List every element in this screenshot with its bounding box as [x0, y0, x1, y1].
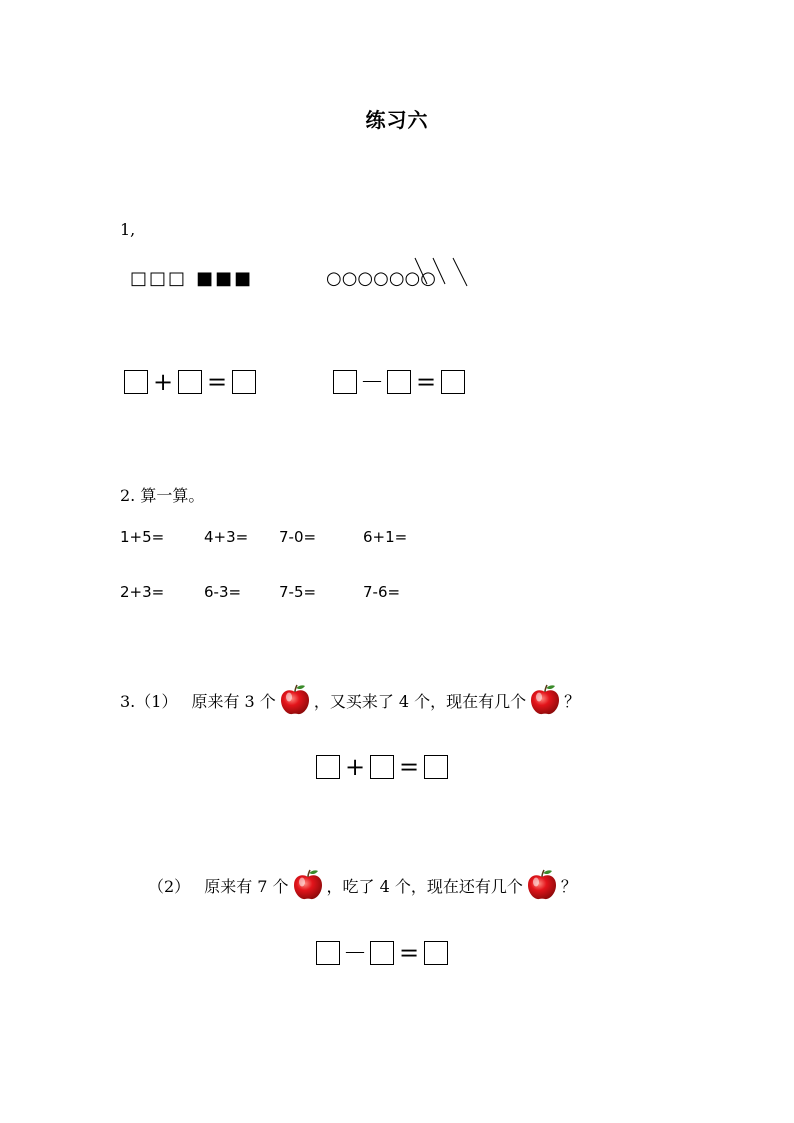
- answer-box[interactable]: [124, 370, 148, 394]
- question-3-part-1: [120, 683, 580, 717]
- answer-box[interactable]: [178, 370, 202, 394]
- answer-box[interactable]: [441, 370, 465, 394]
- answer-box[interactable]: [424, 941, 448, 965]
- calc-item: 1+5=: [120, 528, 165, 546]
- apple-icon: [528, 683, 562, 717]
- word-problem-text: ，吃了 4 个，现在还有几个: [326, 876, 523, 896]
- question-3-prefix: （2）: [148, 876, 191, 896]
- apple-icon: [278, 683, 312, 717]
- page-title: 练习六: [365, 108, 429, 132]
- equals-sign: =: [206, 368, 228, 396]
- answer-box[interactable]: [316, 941, 340, 965]
- white-squares: □□□: [130, 268, 188, 289]
- equation-1-sub: [333, 370, 465, 394]
- calc-item: 6-3=: [204, 583, 242, 601]
- question-mark: ？: [564, 691, 581, 711]
- question-3-part-2: [148, 868, 577, 902]
- calc-item: 7-0=: [279, 528, 317, 546]
- answer-box[interactable]: [370, 755, 394, 779]
- answer-box[interactable]: [232, 370, 256, 394]
- apple-icon: [525, 868, 559, 902]
- calc-item: 7-6=: [363, 583, 401, 601]
- answer-box[interactable]: [333, 370, 357, 394]
- calc-item: 7-5=: [279, 583, 317, 601]
- plus-sign: +: [152, 368, 174, 396]
- question-1-label: 1,: [120, 220, 136, 239]
- word-problem-text: 原来有 7 个: [204, 876, 289, 896]
- equals-sign: =: [398, 753, 420, 781]
- answer-box[interactable]: [370, 941, 394, 965]
- answer-box[interactable]: [424, 755, 448, 779]
- calc-item: 6+1=: [363, 528, 408, 546]
- calc-item: 4+3=: [204, 528, 249, 546]
- question-3-prefix: 3.（1）: [120, 691, 178, 711]
- question-2-label: 2. 算一算。: [120, 486, 205, 505]
- minus-sign: －: [360, 368, 384, 396]
- calc-item: 2+3=: [120, 583, 165, 601]
- plus-sign: +: [344, 753, 366, 781]
- apple-icon: [291, 868, 325, 902]
- question-mark: ？: [560, 876, 577, 896]
- answer-box[interactable]: [387, 370, 411, 394]
- equation-3-1: [316, 755, 448, 779]
- equation-1-add: [124, 370, 256, 394]
- strike-marks: [410, 256, 474, 290]
- equals-sign: =: [415, 368, 437, 396]
- black-squares: ■■■: [196, 268, 254, 289]
- word-problem-text: 原来有 3 个: [191, 691, 276, 711]
- answer-box[interactable]: [316, 755, 340, 779]
- equation-3-2: [316, 941, 448, 965]
- word-problem-text: ，又买来了 4 个，现在有几个: [313, 691, 527, 711]
- equals-sign: =: [398, 939, 420, 967]
- minus-sign: －: [343, 939, 367, 967]
- circles-row: ○○○○○○○: [326, 268, 436, 289]
